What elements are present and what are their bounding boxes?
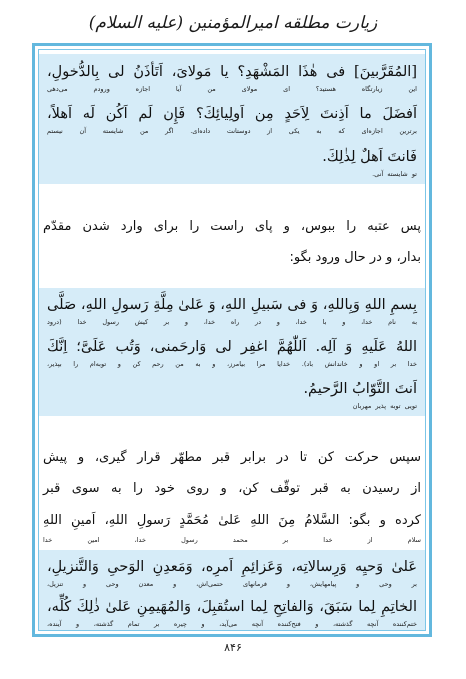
translation-line: سلام از خدا بر محمد رسول خدا، امین خدا (43, 536, 421, 544)
translation-line: خدا بر او و خاندانش باد). خدایا مرا بیامرز، و به من رحم کن و توبه‌ام را بپذیر، (47, 360, 417, 368)
instruction-line: بدار، و در حال ورود بگو: (289, 250, 421, 265)
page-header (0, 8, 466, 44)
instruction-line: پس عتبه را ببوس، و پای راست را برای وارد شدن مقدّم (43, 219, 421, 234)
arabic-block-2 (39, 288, 425, 416)
arabic-line: اللهُ عَلَيهِ وَ آلِه. اَللّٰهُمَّ اغفِر لى وَارحَمنى، وَتُب عَلَىَّ؛ اِنَّكَ (47, 339, 417, 355)
translation-line: برترین اجازه‌ای که به یکی از دوستانت دادەای. اگر من شایسته آن نیستم (47, 127, 417, 135)
instruction-line: سپس حرکت کن تا در برابر قبر مطهّر قرار گیری، و پیش (43, 450, 421, 465)
translation-line: تو شایسته آنی. (372, 170, 417, 178)
translation-line: بر وحی و پیامهایش، و فرمانهای حتمی‌اش، و معدن وحی و تنزیل، (47, 580, 417, 588)
translation-line: تویی توبه پذیر مهربان (352, 402, 417, 410)
arabic-line: بِسمِ اللهِ وَبِاللهِ، وَ فى سَبيلِ اللهِ، وَ عَلىٰ مِلَّةِ رَسولِ اللهِ، صَلَّى (47, 297, 417, 313)
translation-line: به نام خدا، و با خدا، و در راه خدا، و بر کیش رسول خدا (درود (47, 318, 417, 326)
arabic-line: اَفضَلَ ما اَذِنتَ لِاَحَدٍ مِن اَولِيائِكَ؟ فَإِن لَم اَكُن لَه اَهلاً، (47, 106, 417, 122)
arabic-line: عَلىٰ وَحيِه وَرِسالاتِه، وَعَزائِمِ اَمرِه، وَمَعدِنِ الوَحىِ وَالتَّنزيلِ، (47, 559, 417, 575)
arabic-line: فَانتَ اَهلٌ لِذٰلِكَ. (322, 149, 417, 165)
page-frame (32, 43, 432, 637)
translation-line: این زیارتگاه هستید؟ ای مولای من آیا اجازه ورودم می‌دهی (47, 85, 417, 93)
arabic-line: [المُقَرَّبينَ] فى هٰذَا المَشْهَدِ؟ يا مَولاىَ، اَتَأذَنُ لى بِالدُّخولِ، (47, 64, 417, 80)
arabic-block-3 (39, 550, 425, 630)
page-title: زیارت مطلقه امیرالمؤمنین (علیه السلام) (88, 13, 378, 33)
instruction-line: کرده و بگو: السَّلامُ مِنَ اللهِ عَلىٰ مُحَمَّدٍ رَسولِ اللهِ، اَمينِ اللهِ (43, 513, 421, 528)
arabic-line: اَنتَ التَّوّابُ الرَّحيمُ. (303, 381, 417, 397)
page-number: ۸۴۶ (224, 641, 242, 654)
translation-line: ختم‌کننده آنچه گذشته، و فتح‌کننده آنچه می‌آید، و چیره بر تمام گذشته، و آینده، (47, 620, 417, 628)
arabic-block-1 (39, 54, 425, 184)
instruction-line: از رسیدن به قبر توقّف کن، و روی خود را به سوی قبر (43, 481, 421, 496)
arabic-line: الخاتِمِ لِما سَبَقَ، وَالفاتِحِ لِما استُقبِلَ، وَالمُهَيمِنِ عَلىٰ ذٰلِكَ كُلِّه، (47, 599, 417, 615)
